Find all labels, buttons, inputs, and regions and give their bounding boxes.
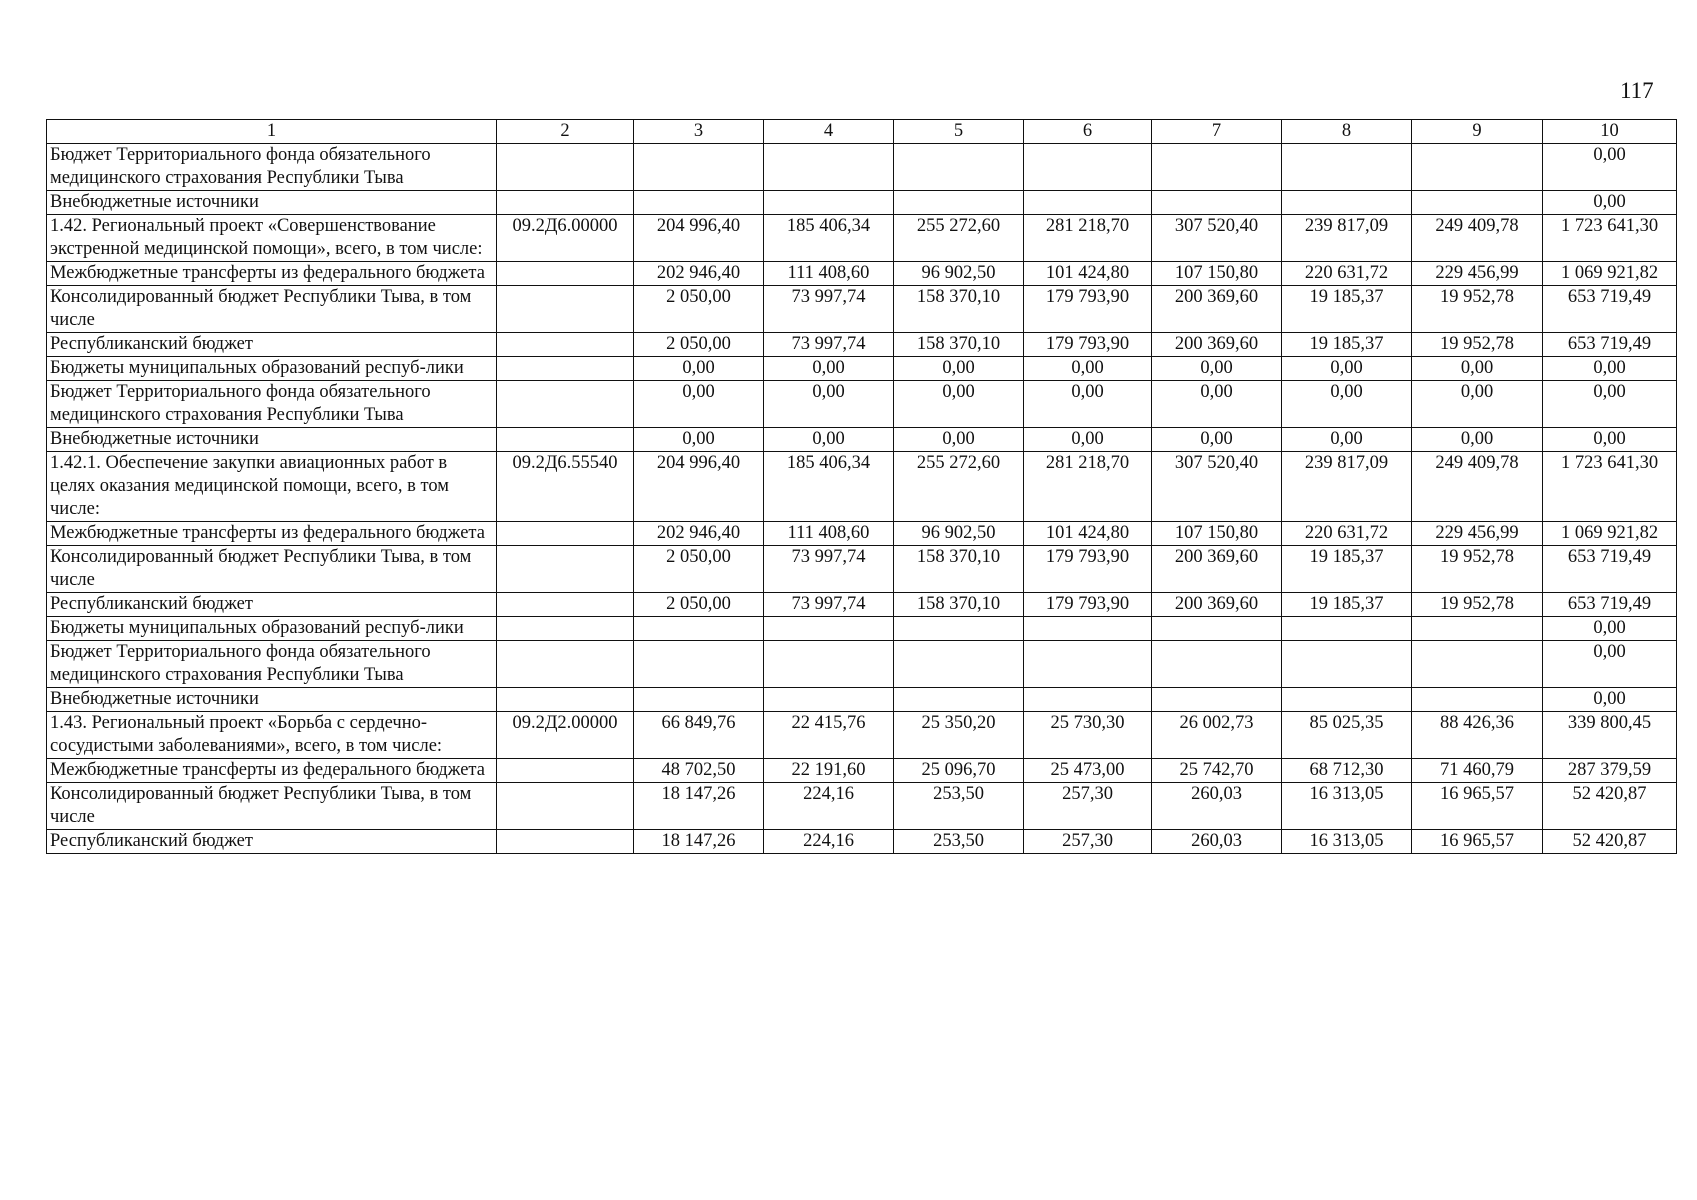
row-label: Бюджеты муниципальных образований респуб-лики: [47, 357, 497, 381]
year-amount-cell: 107 150,80: [1152, 262, 1282, 286]
year-amount-cell: 179 793,90: [1024, 593, 1152, 617]
total-amount-cell: 0,00: [1543, 428, 1677, 452]
year-amount-cell: [1152, 641, 1282, 688]
year-amount-cell: [1152, 617, 1282, 641]
column-number-header: 9: [1412, 120, 1543, 144]
row-label: Республиканский бюджет: [47, 593, 497, 617]
year-amount-cell: [634, 191, 764, 215]
row-label: Консолидированный бюджет Республики Тыва, в том числе: [47, 783, 497, 830]
table-row: [47, 593, 1677, 617]
budget-code: [497, 593, 634, 617]
total-amount-cell: 653 719,49: [1543, 333, 1677, 357]
row-label: Бюджеты муниципальных образований респуб-лики: [47, 617, 497, 641]
year-amount-cell: 307 520,40: [1152, 215, 1282, 262]
table-row: [47, 428, 1677, 452]
table-row: [47, 712, 1677, 759]
year-amount-cell: 253,50: [894, 783, 1024, 830]
year-amount-cell: 85 025,35: [1282, 712, 1412, 759]
budget-code: [497, 191, 634, 215]
table-row: [47, 381, 1677, 428]
year-amount-cell: 202 946,40: [634, 262, 764, 286]
budget-code: [497, 144, 634, 191]
budget-code: [497, 357, 634, 381]
year-amount-cell: 0,00: [634, 357, 764, 381]
year-amount-cell: 71 460,79: [1412, 759, 1543, 783]
year-amount-cell: 281 218,70: [1024, 452, 1152, 522]
year-amount-cell: 48 702,50: [634, 759, 764, 783]
year-amount-cell: 239 817,09: [1282, 452, 1412, 522]
year-amount-cell: [764, 641, 894, 688]
row-label: Бюджет Территориального фонда обязательного медицинского страхования Республики Тыва: [47, 144, 497, 191]
year-amount-cell: 0,00: [1282, 357, 1412, 381]
column-number-header: 3: [634, 120, 764, 144]
row-label: 1.42. Региональный проект «Совершенствование экстренной медицинской помощи», всего, в том числе:: [47, 215, 497, 262]
year-amount-cell: 19 952,78: [1412, 546, 1543, 593]
year-amount-cell: 88 426,36: [1412, 712, 1543, 759]
year-amount-cell: [764, 191, 894, 215]
page-number: 117: [1620, 78, 1654, 103]
year-amount-cell: 0,00: [894, 381, 1024, 428]
total-amount-cell: 52 420,87: [1543, 783, 1677, 830]
year-amount-cell: 73 997,74: [764, 333, 894, 357]
year-amount-cell: 73 997,74: [764, 593, 894, 617]
row-label: Консолидированный бюджет Республики Тыва, в том числе: [47, 286, 497, 333]
year-amount-cell: 200 369,60: [1152, 546, 1282, 593]
year-amount-cell: 101 424,80: [1024, 522, 1152, 546]
budget-table: [46, 119, 1677, 854]
budget-code: [497, 830, 634, 854]
year-amount-cell: 224,16: [764, 830, 894, 854]
column-number-header: 2: [497, 120, 634, 144]
budget-code: [497, 759, 634, 783]
year-amount-cell: 2 050,00: [634, 546, 764, 593]
budget-code: [497, 688, 634, 712]
row-label: Бюджет Территориального фонда обязательного медицинского страхования Республики Тыва: [47, 641, 497, 688]
year-amount-cell: 19 185,37: [1282, 546, 1412, 593]
year-amount-cell: [634, 641, 764, 688]
year-amount-cell: 0,00: [1412, 357, 1543, 381]
year-amount-cell: 257,30: [1024, 783, 1152, 830]
year-amount-cell: 158 370,10: [894, 286, 1024, 333]
column-number-header: 1: [47, 120, 497, 144]
total-amount-cell: 1 723 641,30: [1543, 452, 1677, 522]
year-amount-cell: 220 631,72: [1282, 522, 1412, 546]
year-amount-cell: 179 793,90: [1024, 333, 1152, 357]
year-amount-cell: [1282, 191, 1412, 215]
budget-code: 09.2Д2.00000: [497, 712, 634, 759]
year-amount-cell: 96 902,50: [894, 262, 1024, 286]
year-amount-cell: 179 793,90: [1024, 286, 1152, 333]
table-row: [47, 215, 1677, 262]
year-amount-cell: [634, 144, 764, 191]
year-amount-cell: [1152, 191, 1282, 215]
year-amount-cell: 25 730,30: [1024, 712, 1152, 759]
year-amount-cell: [1024, 688, 1152, 712]
table-row: [47, 830, 1677, 854]
total-amount-cell: 52 420,87: [1543, 830, 1677, 854]
year-amount-cell: 68 712,30: [1282, 759, 1412, 783]
budget-code: [497, 641, 634, 688]
year-amount-cell: 111 408,60: [764, 262, 894, 286]
row-label: Консолидированный бюджет Республики Тыва, в том числе: [47, 546, 497, 593]
year-amount-cell: [1282, 144, 1412, 191]
year-amount-cell: 0,00: [1152, 428, 1282, 452]
year-amount-cell: [894, 688, 1024, 712]
year-amount-cell: 19 185,37: [1282, 286, 1412, 333]
row-label: 1.42.1. Обеспечение закупки авиационных работ в целях оказания медицинской помощи, всего, в том числе:: [47, 452, 497, 522]
total-amount-cell: 1 723 641,30: [1543, 215, 1677, 262]
total-amount-cell: 339 800,45: [1543, 712, 1677, 759]
year-amount-cell: 101 424,80: [1024, 262, 1152, 286]
year-amount-cell: 204 996,40: [634, 215, 764, 262]
total-amount-cell: 0,00: [1543, 641, 1677, 688]
year-amount-cell: 249 409,78: [1412, 452, 1543, 522]
row-label: Внебюджетные источники: [47, 191, 497, 215]
row-label: Республиканский бюджет: [47, 830, 497, 854]
year-amount-cell: [1412, 641, 1543, 688]
year-amount-cell: 158 370,10: [894, 593, 1024, 617]
year-amount-cell: 220 631,72: [1282, 262, 1412, 286]
year-amount-cell: [1282, 688, 1412, 712]
column-number-header: 7: [1152, 120, 1282, 144]
year-amount-cell: 281 218,70: [1024, 215, 1152, 262]
year-amount-cell: 96 902,50: [894, 522, 1024, 546]
budget-code: [497, 286, 634, 333]
year-amount-cell: 19 952,78: [1412, 286, 1543, 333]
year-amount-cell: 25 096,70: [894, 759, 1024, 783]
year-amount-cell: 185 406,34: [764, 215, 894, 262]
year-amount-cell: 19 952,78: [1412, 593, 1543, 617]
total-amount-cell: 653 719,49: [1543, 286, 1677, 333]
budget-code: [497, 428, 634, 452]
year-amount-cell: [1152, 144, 1282, 191]
year-amount-cell: 0,00: [1412, 381, 1543, 428]
year-amount-cell: [1024, 144, 1152, 191]
year-amount-cell: 200 369,60: [1152, 286, 1282, 333]
table-row: [47, 522, 1677, 546]
total-amount-cell: 653 719,49: [1543, 546, 1677, 593]
year-amount-cell: 16 313,05: [1282, 783, 1412, 830]
year-amount-cell: 200 369,60: [1152, 593, 1282, 617]
year-amount-cell: 200 369,60: [1152, 333, 1282, 357]
year-amount-cell: 107 150,80: [1152, 522, 1282, 546]
year-amount-cell: [1152, 688, 1282, 712]
total-amount-cell: 0,00: [1543, 357, 1677, 381]
year-amount-cell: 224,16: [764, 783, 894, 830]
year-amount-cell: 260,03: [1152, 830, 1282, 854]
row-label: Республиканский бюджет: [47, 333, 497, 357]
table-row: [47, 688, 1677, 712]
year-amount-cell: 0,00: [764, 357, 894, 381]
year-amount-cell: 0,00: [634, 428, 764, 452]
year-amount-cell: 0,00: [1024, 357, 1152, 381]
table-header-row: [47, 120, 1677, 144]
total-amount-cell: 1 069 921,82: [1543, 522, 1677, 546]
total-amount-cell: 0,00: [1543, 688, 1677, 712]
year-amount-cell: 202 946,40: [634, 522, 764, 546]
table-row: [47, 783, 1677, 830]
year-amount-cell: 179 793,90: [1024, 546, 1152, 593]
year-amount-cell: 0,00: [634, 381, 764, 428]
year-amount-cell: [894, 144, 1024, 191]
year-amount-cell: 16 965,57: [1412, 783, 1543, 830]
year-amount-cell: [1024, 617, 1152, 641]
year-amount-cell: 73 997,74: [764, 286, 894, 333]
table-row: [47, 759, 1677, 783]
budget-code: 09.2Д6.55540: [497, 452, 634, 522]
year-amount-cell: 22 415,76: [764, 712, 894, 759]
budget-code: [497, 522, 634, 546]
table-row: [47, 357, 1677, 381]
year-amount-cell: 0,00: [1152, 357, 1282, 381]
table-row: [47, 452, 1677, 522]
year-amount-cell: [1282, 617, 1412, 641]
total-amount-cell: 0,00: [1543, 144, 1677, 191]
year-amount-cell: [894, 641, 1024, 688]
year-amount-cell: 2 050,00: [634, 333, 764, 357]
year-amount-cell: 19 185,37: [1282, 593, 1412, 617]
budget-code: [497, 381, 634, 428]
year-amount-cell: [1412, 617, 1543, 641]
row-label: Межбюджетные трансферты из федерального бюджета: [47, 759, 497, 783]
year-amount-cell: 16 313,05: [1282, 830, 1412, 854]
total-amount-cell: 287 379,59: [1543, 759, 1677, 783]
year-amount-cell: 0,00: [764, 381, 894, 428]
row-label: Бюджет Территориального фонда обязательного медицинского страхования Республики Тыва: [47, 381, 497, 428]
year-amount-cell: 25 473,00: [1024, 759, 1152, 783]
total-amount-cell: 653 719,49: [1543, 593, 1677, 617]
column-number-header: 6: [1024, 120, 1152, 144]
year-amount-cell: 229 456,99: [1412, 262, 1543, 286]
table-row: [47, 262, 1677, 286]
year-amount-cell: 239 817,09: [1282, 215, 1412, 262]
year-amount-cell: [1024, 191, 1152, 215]
year-amount-cell: 73 997,74: [764, 546, 894, 593]
year-amount-cell: 19 952,78: [1412, 333, 1543, 357]
year-amount-cell: [1412, 191, 1543, 215]
year-amount-cell: 307 520,40: [1152, 452, 1282, 522]
budget-code: [497, 783, 634, 830]
year-amount-cell: 0,00: [894, 357, 1024, 381]
year-amount-cell: 0,00: [1024, 381, 1152, 428]
year-amount-cell: 0,00: [1282, 428, 1412, 452]
year-amount-cell: 204 996,40: [634, 452, 764, 522]
year-amount-cell: [1412, 144, 1543, 191]
budget-code: [497, 546, 634, 593]
year-amount-cell: 0,00: [894, 428, 1024, 452]
total-amount-cell: 0,00: [1543, 617, 1677, 641]
year-amount-cell: [764, 617, 894, 641]
year-amount-cell: 25 742,70: [1152, 759, 1282, 783]
year-amount-cell: 0,00: [1282, 381, 1412, 428]
column-number-header: 10: [1543, 120, 1677, 144]
table-row: [47, 333, 1677, 357]
year-amount-cell: 22 191,60: [764, 759, 894, 783]
column-number-header: 5: [894, 120, 1024, 144]
year-amount-cell: 0,00: [764, 428, 894, 452]
year-amount-cell: 0,00: [1412, 428, 1543, 452]
budget-code: [497, 333, 634, 357]
year-amount-cell: 255 272,60: [894, 215, 1024, 262]
column-number-header: 4: [764, 120, 894, 144]
row-label: 1.43. Региональный проект «Борьба с сердечно-сосудистыми заболеваниями», всего, в том числе:: [47, 712, 497, 759]
year-amount-cell: 2 050,00: [634, 286, 764, 333]
year-amount-cell: 111 408,60: [764, 522, 894, 546]
year-amount-cell: [634, 688, 764, 712]
year-amount-cell: 255 272,60: [894, 452, 1024, 522]
year-amount-cell: 16 965,57: [1412, 830, 1543, 854]
year-amount-cell: 18 147,26: [634, 830, 764, 854]
year-amount-cell: 66 849,76: [634, 712, 764, 759]
row-label: Внебюджетные источники: [47, 688, 497, 712]
table-row: [47, 286, 1677, 333]
table-row: [47, 546, 1677, 593]
year-amount-cell: 253,50: [894, 830, 1024, 854]
budget-code: [497, 617, 634, 641]
year-amount-cell: 158 370,10: [894, 333, 1024, 357]
year-amount-cell: 18 147,26: [634, 783, 764, 830]
year-amount-cell: 25 350,20: [894, 712, 1024, 759]
table-row: [47, 191, 1677, 215]
year-amount-cell: [634, 617, 764, 641]
year-amount-cell: [764, 688, 894, 712]
table-row: [47, 617, 1677, 641]
year-amount-cell: 19 185,37: [1282, 333, 1412, 357]
row-label: Внебюджетные источники: [47, 428, 497, 452]
year-amount-cell: 0,00: [1024, 428, 1152, 452]
year-amount-cell: [1024, 641, 1152, 688]
table-row: [47, 641, 1677, 688]
total-amount-cell: 1 069 921,82: [1543, 262, 1677, 286]
table-row: [47, 144, 1677, 191]
year-amount-cell: [764, 144, 894, 191]
column-number-header: 8: [1282, 120, 1412, 144]
year-amount-cell: 26 002,73: [1152, 712, 1282, 759]
row-label: Межбюджетные трансферты из федерального бюджета: [47, 262, 497, 286]
budget-code: [497, 262, 634, 286]
year-amount-cell: 158 370,10: [894, 546, 1024, 593]
total-amount-cell: 0,00: [1543, 191, 1677, 215]
year-amount-cell: 0,00: [1152, 381, 1282, 428]
year-amount-cell: [1412, 688, 1543, 712]
year-amount-cell: 257,30: [1024, 830, 1152, 854]
year-amount-cell: 185 406,34: [764, 452, 894, 522]
row-label: Межбюджетные трансферты из федерального бюджета: [47, 522, 497, 546]
year-amount-cell: [894, 191, 1024, 215]
budget-code: 09.2Д6.00000: [497, 215, 634, 262]
year-amount-cell: 2 050,00: [634, 593, 764, 617]
total-amount-cell: 0,00: [1543, 381, 1677, 428]
year-amount-cell: [1282, 641, 1412, 688]
year-amount-cell: [894, 617, 1024, 641]
year-amount-cell: 229 456,99: [1412, 522, 1543, 546]
year-amount-cell: 249 409,78: [1412, 215, 1543, 262]
year-amount-cell: 260,03: [1152, 783, 1282, 830]
